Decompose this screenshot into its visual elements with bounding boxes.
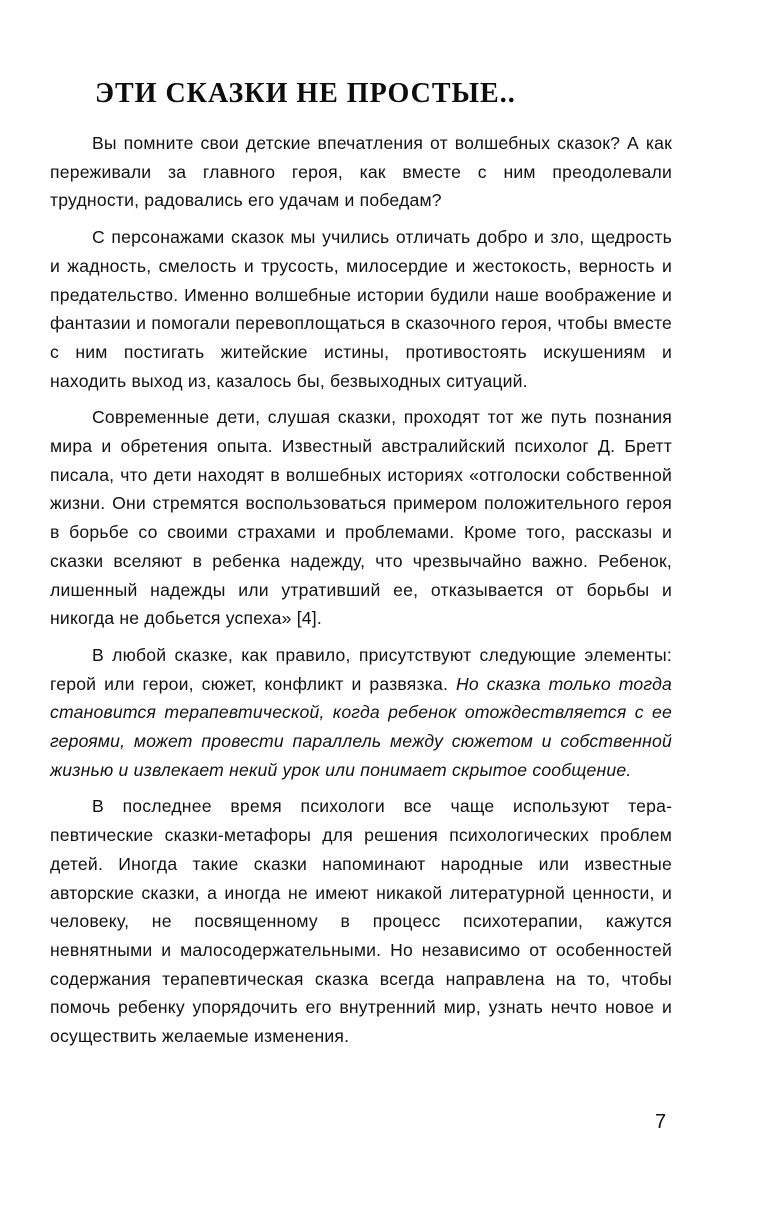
paragraph-5: В последнее время психологи все чаще используют терапевтические сказки-метафоры для решения психологических проблем детей. Иногда такие сказки напоминают народные или известные авторские сказки, а иногда не имеют никакой литературной ценности, и человеку, не посвященному в процесс психотерапии, кажутся невнятными и малосодержательными. Но независимо от особенностей содержания терапевтическая сказка всегда направлена на то, чтобы помочь ребенку упорядочить его внутренний мир, узнать нечто новое и осуществить желаемые изменения. xyxy=(50,796,672,1047)
paragraph-4 xyxy=(50,641,672,785)
paragraph-4-italic: Но сказка только тогда становится терапевтической, когда ребенок отождествляется с ее героями, может провести параллель между сюжетом и собственной жизнью и извлекает некий урок или понимает скрытое сообщение. xyxy=(50,673,672,780)
chapter-title: ЭТИ СКАЗКИ НЕ ПРОСТЫЕ.. xyxy=(95,78,516,109)
paragraph-4-regular: В любой сказке, как правило, присутствуют следующие элементы: герой или герои, сюжет, конфликт и развязка. xyxy=(50,644,672,694)
paragraph-3: Современные дети, слушая сказки, проходят тот же путь познания мира и обретения опыта. Известный австралийский психолог Д. Бретт писала, что дети находят в волшебных историях «отголоски собственной жизни. Они стремятся воспользоваться примером положительного героя в борьбе со своими страхами и проблемами. Кроме того, рассказы и сказки вселяют в ребенка надежду, что чрезвычайно важно. Ребенок, лишенный надежды или утративший ее, отказывается от борьбы и никогда не добьется успеха» [4]. xyxy=(50,407,672,629)
body-text xyxy=(50,129,672,1059)
paragraph-2: С персонажами сказок мы учились отличать добро и зло, щедрость и жадность, смелость и трусость, милосердие и жестокость, верность и предательство. Именно волшебные истории будили наше воображение и фантазии и помогали перевоплощаться в сказочного героя, чтобы вместе с ним постигать житейские истины, противостоять искушениям и находить выход из, казалось бы, безвыходных ситуаций. xyxy=(50,227,672,391)
page-number: 7 xyxy=(655,1111,667,1133)
paragraph-1: Вы помните свои детские впечатления от волшебных сказок? А как переживали за главного героя, как вместе с ним преодолевали трудности, радовались его удачам и победам? xyxy=(50,133,672,211)
